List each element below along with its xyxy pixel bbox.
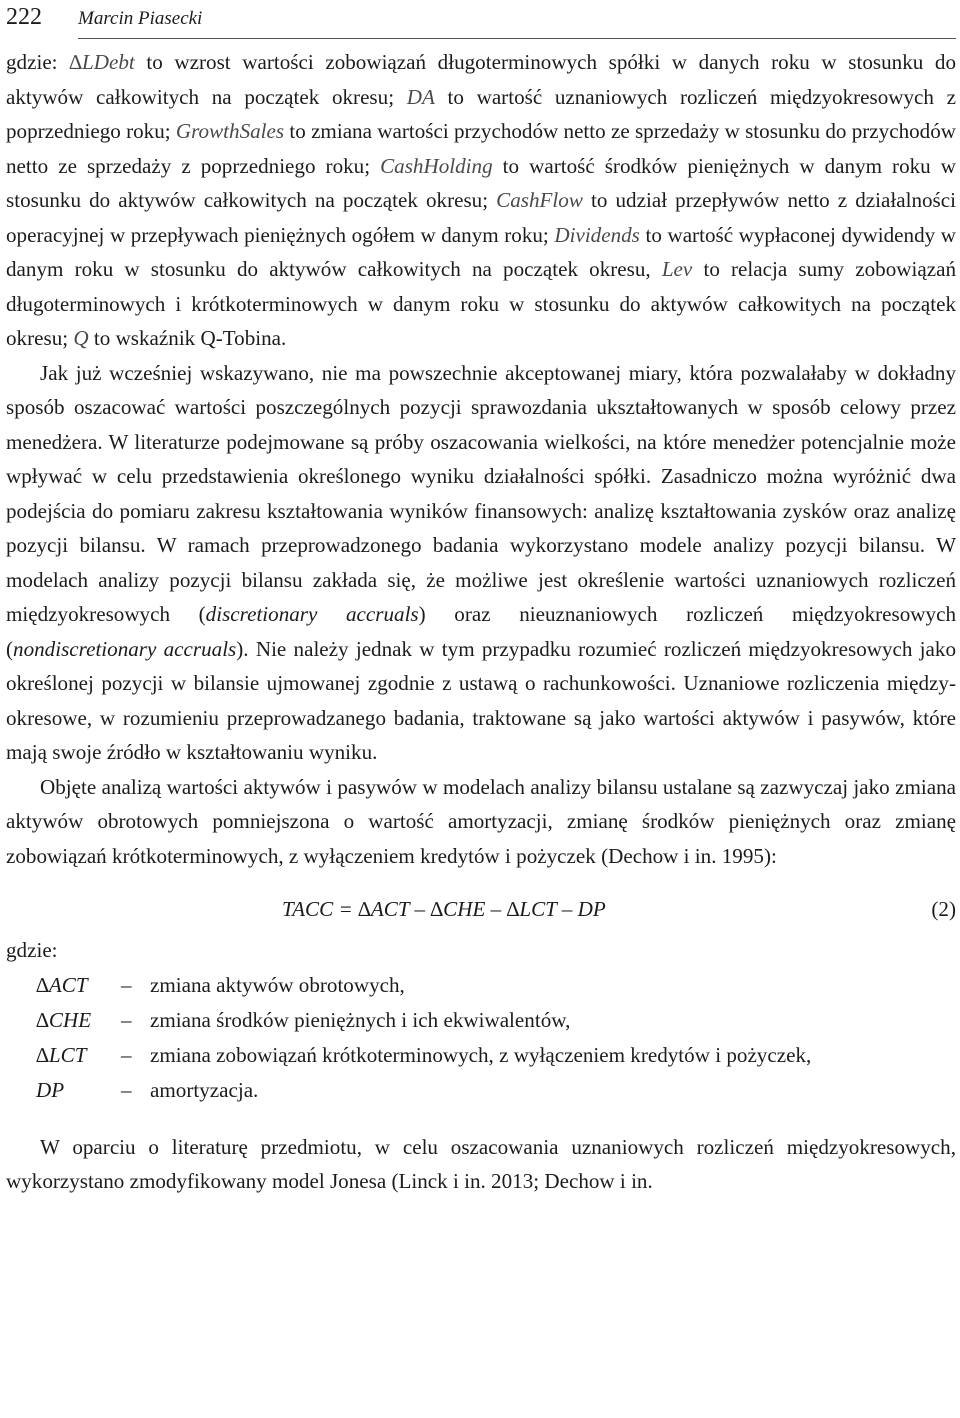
definitions-intro: gdzie: — [6, 938, 58, 962]
variable-ldebt: ∆LDebt — [69, 50, 135, 74]
spacer — [6, 1108, 956, 1130]
page-number: 222 — [6, 4, 42, 30]
term-discretionary-accruals: discretionary accruals — [205, 602, 419, 626]
definition-description: zmiana środków pieniężnych i ich ekwiwalentów, — [150, 1007, 571, 1032]
definition-term: ∆LCT — [36, 1042, 87, 1067]
definition-item — [6, 968, 956, 1003]
definition-item — [6, 1073, 956, 1108]
definition-dash: – — [121, 1007, 132, 1032]
paragraph-jones-model: W oparciu o literaturę przedmiotu, w celu oszacowania uznaniowych rozliczeń międzyokresowych, wykorzystano zmodyfikowany model Jonesa (Linck i in. 2013; Dechow i in. — [6, 1134, 956, 1193]
equation-formula: TACC = ∆ACT – ∆CHE – ∆LCT – DP — [282, 897, 606, 921]
definition-term: ∆ACT — [36, 972, 88, 997]
definition-item — [6, 1038, 956, 1073]
variable-da: DA — [406, 84, 435, 109]
paragraph-variable-definitions: gdzie: ∆LDebt to wzrost wartości zobowiązań długoterminowych spółki w danych roku w stosunku do aktywów całkowitych na początek okresu; DA to wartość uznaniowych rozliczeń międzyokresowych z poprzedniego roku; GrowthSales to zmiana wartości przychodów netto ze sprzedaży w stosunku do przychodów netto ze sprzedaży z poprzedniego roku; CashHolding to wartość środków pieniężnych w danym roku w stosunku do aktywów całkowitych na początek okresu; CashFlow to udział przepływów netto z działalności operacyjnej w przepływach pieniężnych ogółem w danym roku; Dividends to wartość wypłaconej dywidendy w danym roku w stosunku do aktywów całkowitych na początek okresu, Lev to relacja sumy zobowiązań długoterminowych i krótkoterminowych w danym roku w stosunku do aktywów całkowitych na początek okresu; Q to wskaźnik Q-Tobina. — [6, 50, 957, 350]
equation-2 — [6, 891, 956, 927]
term-nondiscretionary-accruals: nondiscretionary accruals — [13, 636, 237, 661]
definition-dash: – — [121, 972, 132, 997]
body-text — [6, 45, 956, 1199]
running-header-author: Marcin Piasecki — [78, 8, 203, 29]
definition-description: zmiana zobowiązań krótkoterminowych, z wyłączeniem kredytów i pożyczek, — [150, 1042, 812, 1067]
running-header — [6, 2, 956, 36]
equation-number: (2) — [931, 897, 956, 921]
definitions-list — [6, 968, 956, 1108]
definition-term: ∆CHE — [36, 1007, 92, 1032]
paragraph-earnings-management: Jak już wcześniej wskazywano, nie ma powszechnie akceptowanej miary, która pozwalałaby w dokładny sposób oszacować wartości poszczególnych pozycji sprawozdania ukształtowanych w sposób celowy przez menedżera. W literaturze podejmowane są próby oszacowania wielkości, na które menedżer potencjalnie może wpływać w celu przedstawienia określonego wyniku działalności spółki. Zasadniczo można wyróżnić dwa podejścia do pomiaru zakresu kształtowania wyników finansowych: analizę kształtowania zysków oraz analizę pozycji bilansu. W ramach przeprowadzonego badania wykorzystano modele analizy pozycji bilansu. W modelach analizy pozycji bilansu zakłada się, że możliwe jest określenie wartości uznaniowych rozliczeń międzyokresowych (discretionary accruals) oraz nieuznaniowych rozliczeń międzyokresowych (nondiscretionary accruals). Nie należy jednak w tym przypadku rozumieć rozliczeń międzyokresowych jako określonej pozycji w bilansie ujmowanej zgodnie z ustawą o rachunkowości. Uznaniowe rozliczenia międzyokresowe, w rozumieniu przeprowadzanego badania, traktowane są jako wartości aktywów i pasywów, które mają swoje źródło w kształtowaniu wyniku. — [6, 360, 956, 764]
definition-description: amortyzacja. — [150, 1077, 259, 1102]
definition-dash: – — [121, 1042, 132, 1067]
variable-growthsales: GrowthSales — [175, 119, 285, 143]
header-rule — [78, 38, 956, 39]
definition-item — [6, 1003, 956, 1038]
definition-dash: – — [121, 1077, 132, 1102]
paragraph-balance-analysis: Objęte analizą wartości aktywów i pasywów w modelach analizy bilansu ustalane są zazwyczaj jako zmiana aktywów obrotowych pomniejszona o wartość amortyzacji, zmianę środków pieniężnych oraz zmianę zobowiązań krótkoterminowych, z wyłączeniem kredytów i pożyczek (Dechow i in. 1995): — [6, 774, 956, 868]
variable-dividends: Dividends — [554, 222, 640, 247]
variable-q: Q — [73, 326, 89, 350]
variable-lev: Lev — [661, 257, 693, 281]
definition-description: zmiana aktywów obrotowych, — [150, 972, 405, 997]
definition-term: DP — [36, 1077, 65, 1102]
variable-cashholding: CashHolding — [380, 153, 493, 178]
variable-cashflow: CashFlow — [496, 188, 583, 212]
